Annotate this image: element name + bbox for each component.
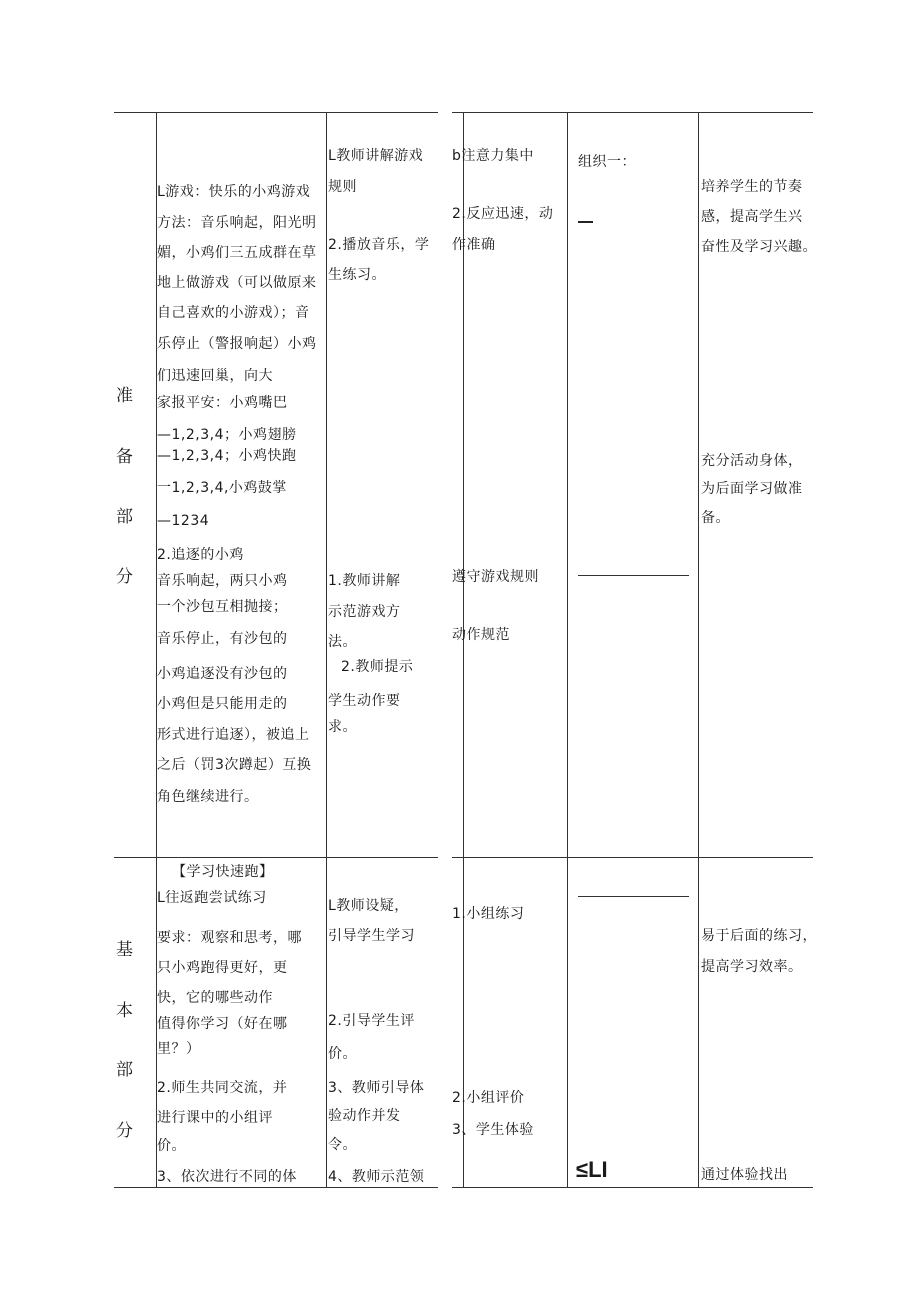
prep-section-char: 备	[116, 447, 133, 467]
bottom-rule-right	[452, 1187, 813, 1188]
prep-content-line: 角色继续进行。	[157, 789, 259, 805]
basic-teacher-line: 2.引导学生评	[328, 1013, 415, 1029]
prep-section-char: 准	[116, 386, 133, 406]
prep-student-line: 作准确	[452, 237, 496, 253]
col-divider-5	[698, 112, 699, 1188]
basic-section-char: 分	[116, 1121, 133, 1141]
org-formation-line	[578, 896, 689, 897]
basic-content-line: 3、依次进行不同的体	[157, 1169, 297, 1185]
basic-student-line: 2.小组评价	[452, 1090, 525, 1106]
prep-student-line: 动作规范	[452, 627, 510, 643]
prep-teacher-line: 1.教师讲解	[328, 573, 401, 589]
basic-teacher-line: 4、教师示范领	[328, 1169, 425, 1185]
col-divider-3	[463, 112, 464, 1188]
basic-section-char: 基	[116, 940, 133, 960]
prep-content-line: 2.追逐的小鸡	[157, 547, 244, 563]
prep-content-line: 小鸡但是只能用走的	[157, 696, 288, 712]
basic-content-line: 里？）	[157, 1041, 201, 1057]
mid-rule-left	[114, 857, 438, 858]
prep-teacher-line: 2.教师提示	[341, 659, 414, 675]
prep-content-line: 媚，小鸡们三五成群在草	[157, 245, 317, 261]
basic-content-line: 2.师生共同交流，并	[157, 1080, 288, 1096]
col-divider-2	[326, 112, 327, 1188]
prep-purpose-line: 为后面学习做准	[701, 481, 803, 497]
prep-content-line: 音乐停止，有沙包的	[157, 631, 288, 647]
basic-content-line: 快，它的哪些动作	[157, 990, 273, 1006]
prep-content-line: 形式进行追逐），被追上	[157, 727, 310, 743]
prep-teacher-line: 规则	[328, 179, 357, 195]
top-rule-right	[452, 112, 813, 113]
basic-content-line: 值得你学习（好在哪	[157, 1016, 288, 1032]
basic-content-line: 只小鸡跑得更好，更	[157, 960, 288, 976]
prep-content-line: 一个沙包互相抛接；	[157, 599, 288, 615]
prep-content-line: 自己喜欢的小游戏）；音	[157, 305, 310, 321]
prep-content-line: L游戏：快乐的小鸡游戏	[157, 184, 311, 200]
prep-teacher-line: 法。	[328, 634, 357, 650]
prep-content-line: 小鸡追逐没有沙包的	[157, 666, 288, 682]
prep-student-line: 2.反应迅速，动	[452, 206, 554, 222]
bottom-rule-left	[114, 1187, 438, 1188]
basic-purpose-line: 易于后面的练习，	[701, 928, 817, 944]
prep-teacher-line: L教师讲解游戏	[328, 148, 424, 164]
prep-content-line: 乐停止（警报响起）小鸡	[157, 336, 317, 352]
prep-content-line: 家报平安：小鸡嘴巴	[157, 395, 288, 411]
basic-content-line: 【学习快速跑】	[172, 864, 274, 880]
basic-teacher-line: L教师设疑，	[328, 898, 409, 914]
prep-purpose-line: 备。	[701, 510, 730, 526]
basic-student-line: 3、学生体验	[452, 1122, 534, 1138]
prep-teacher-line: 求。	[328, 719, 357, 735]
prep-content-line: 地上做游戏（可以做原来	[157, 275, 317, 291]
prep-teacher-line: 示范游戏方	[328, 604, 401, 620]
basic-teacher-line: 令。	[328, 1137, 357, 1153]
prep-section-char: 部	[116, 507, 133, 527]
org-formation-line	[578, 575, 689, 576]
prep-student-line: 遵守游戏规则	[452, 569, 539, 585]
prep-purpose-line: 感，提高学生兴	[701, 209, 803, 225]
prep-content-line: —1,2,3,4；小鸡快跑	[157, 448, 297, 464]
prep-content-line: 们迅速回巢，向大	[157, 368, 273, 384]
org-formation-mark	[578, 221, 593, 223]
prep-content-line: 方法：音乐响起，阳光明	[157, 215, 317, 231]
prep-teacher-line: 2.播放音乐，学	[328, 237, 430, 253]
prep-content-line: 音乐响起，两只小鸡	[157, 573, 288, 589]
prep-content-line: —1,2,3,4；小鸡翅膀	[157, 427, 297, 443]
prep-student-line: b注意力集中	[452, 148, 534, 164]
prep-purpose-line: 培养学生的节奏	[701, 179, 803, 195]
prep-teacher-line: 生练习。	[328, 267, 386, 283]
basic-purpose-line: 通过体验找出	[701, 1167, 788, 1183]
prep-purpose-line: 充分活动身体，	[701, 453, 803, 469]
col-divider-4	[567, 112, 568, 1188]
basic-teacher-line: 验动作并发	[328, 1108, 401, 1124]
basic-section-char: 部	[116, 1060, 133, 1080]
basic-content-line: 价。	[157, 1138, 186, 1154]
basic-teacher-line: 3、教师引导体	[328, 1080, 425, 1096]
prep-teacher-line: 学生动作要	[328, 693, 401, 709]
basic-content-line: 要求：观察和思考，哪	[157, 930, 302, 946]
basic-content-line: 进行课中的小组评	[157, 1110, 273, 1126]
prep-content-line: —1234	[157, 513, 210, 529]
basic-teacher-line: 价。	[328, 1046, 357, 1062]
org-formation-symbol: ≤LI	[576, 1157, 608, 1182]
prep-content-line: 一1,2,3,4,小鸡鼓掌	[157, 480, 287, 496]
top-rule-left	[114, 112, 438, 113]
prep-purpose-line: 奋性及学习兴趣。	[701, 239, 817, 255]
prep-content-line: 之后（罚3次蹲起）互换	[157, 757, 312, 773]
basic-purpose-line: 提高学习效率。	[701, 959, 803, 975]
mid-rule-right	[452, 857, 813, 858]
basic-student-line: 1.小组练习	[452, 906, 525, 922]
prep-org-label: 组织一：	[578, 154, 636, 170]
prep-section-char: 分	[116, 567, 133, 587]
basic-content-line: L往返跑尝试练习	[157, 890, 267, 906]
basic-section-char: 本	[116, 1001, 133, 1021]
basic-teacher-line: 引导学生学习	[328, 928, 415, 944]
